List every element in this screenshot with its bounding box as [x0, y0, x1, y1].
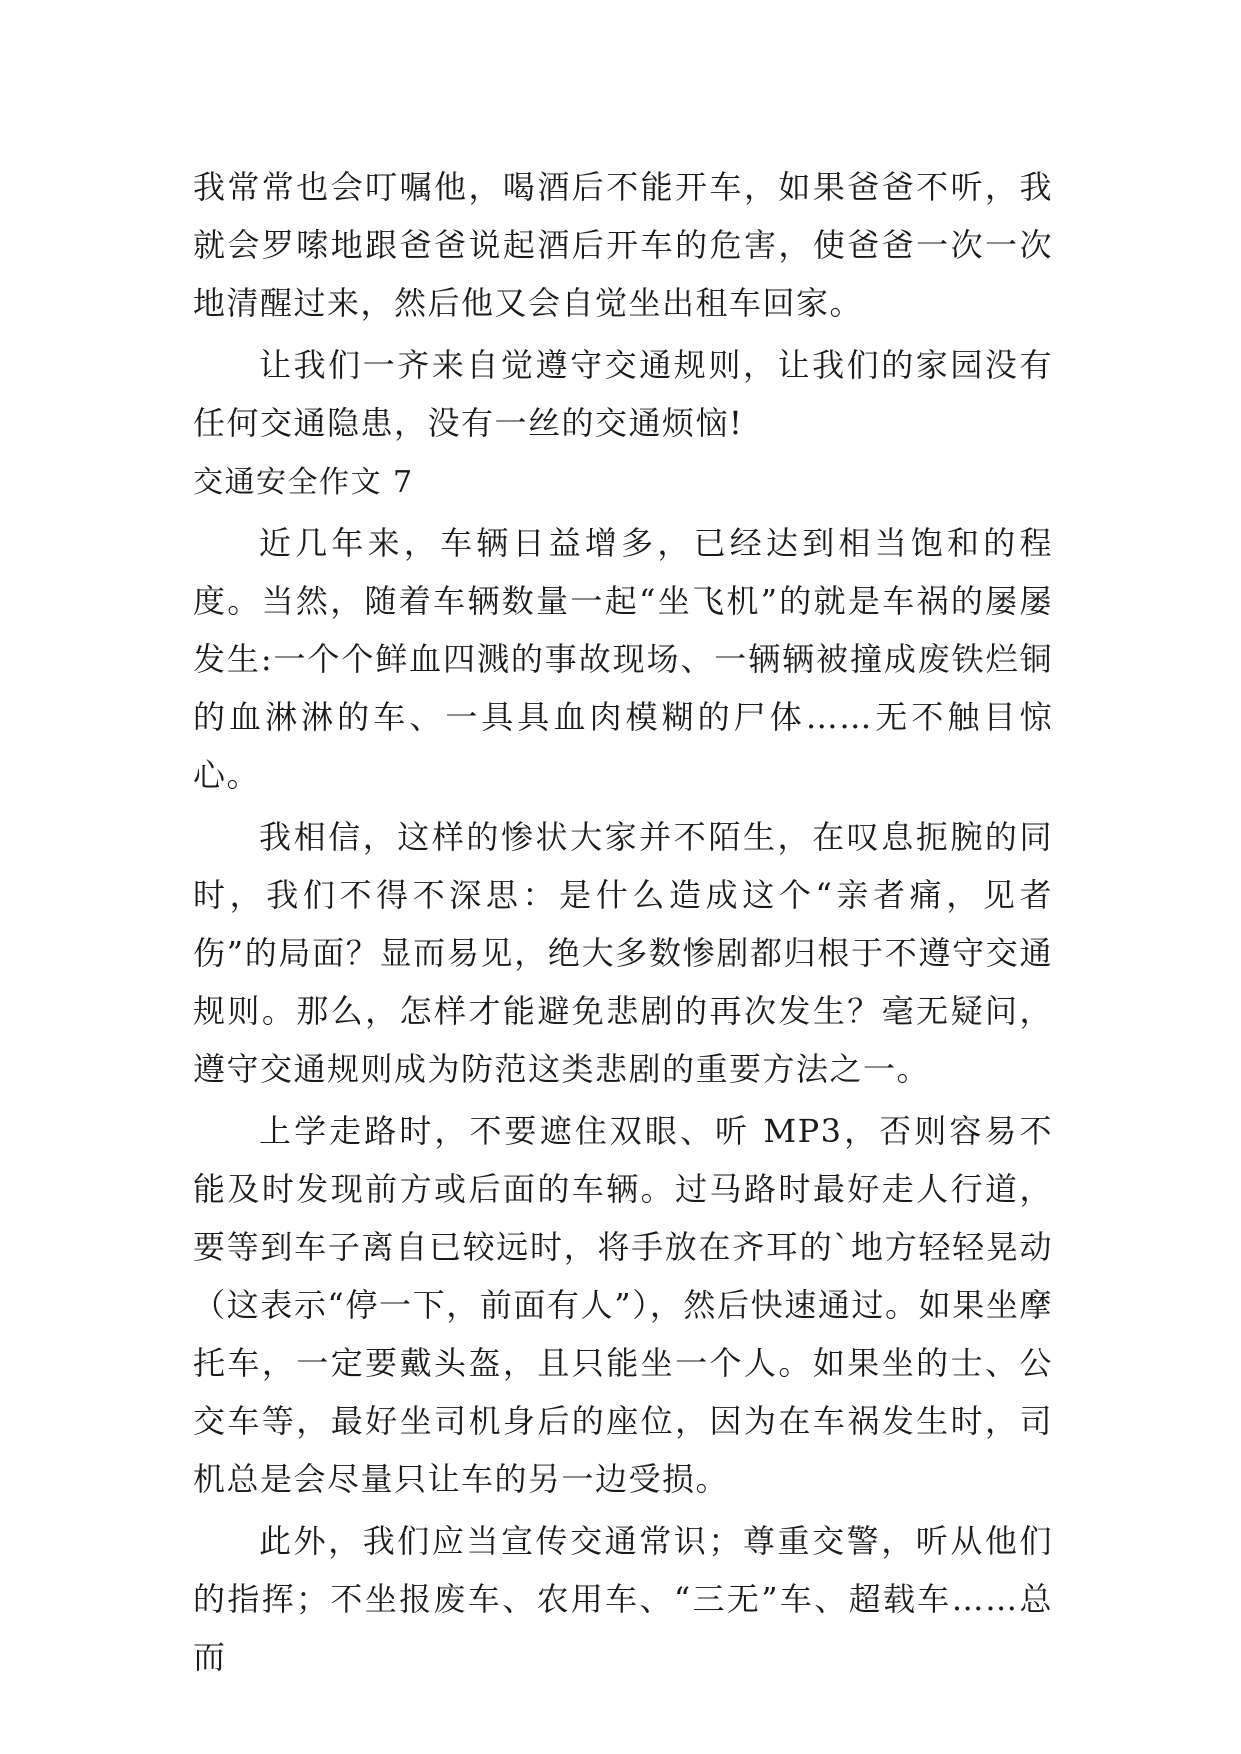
paragraph-call-to-action: 让我们一齐来自觉遵守交通规则，让我们的家园没有任何交通隐患，没有一丝的交通烦恼! [193, 346, 1053, 442]
paragraph-accidents-intro: 近几年来，车辆日益增多，已经达到相当饱和的程度。当然，随着车辆数量一起“坐飞机”的就是车祸的屡屡发生:一个个鲜血四溅的事故现场、一辆辆被撞成废铁烂铜的血淋淋的车、一具具血肉模糊的尸体……无不触目惊心。 [193, 524, 1053, 794]
essay-heading: 交通安全作文 7 [193, 465, 414, 500]
paragraph-conclusion: 此外，我们应当宣传交通常识；尊重交警，听从他们的指挥；不坐报废车、农用车、“三无”车、超载车……总而 [193, 1522, 1053, 1676]
paragraph-reflection: 我相信，这样的惨状大家并不陌生，在叹息扼腕的同时，我们不得不深思：是什么造成这个“亲者痛，见者伤”的局面？显而易见，绝大多数惨剧都归根于不遵守交通规则。那么，怎样才能避免悲剧的再次发生？毫无疑问，遵守交通规则成为防范这类悲剧的重要方法之一。 [193, 818, 1053, 1088]
document-body [193, 158, 1053, 1690]
paragraph-safety-tips: 上学走路时，不要遮住双眼、听 MP3，否则容易不能及时发现前方或后面的车辆。过马路时最好走人行道，要等到车子离自已较远时，将手放在齐耳的`地方轻轻晃动（这表示“停一下，前面有人”），然后快速通过。如果坐摩托车，一定要戴头盔，且只能坐一个人。如果坐的士、公交车等，最好坐司机身后的座位，因为在车祸发生时，司机总是会尽量只让车的另一边受损。 [193, 1112, 1053, 1498]
paragraph-drunk-driving: 我常常也会叮嘱他，喝酒后不能开车，如果爸爸不听，我就会罗嗦地跟爸爸说起酒后开车的危害，使爸爸一次一次地清醒过来，然后他又会自觉坐出租车回家。 [193, 168, 1053, 322]
